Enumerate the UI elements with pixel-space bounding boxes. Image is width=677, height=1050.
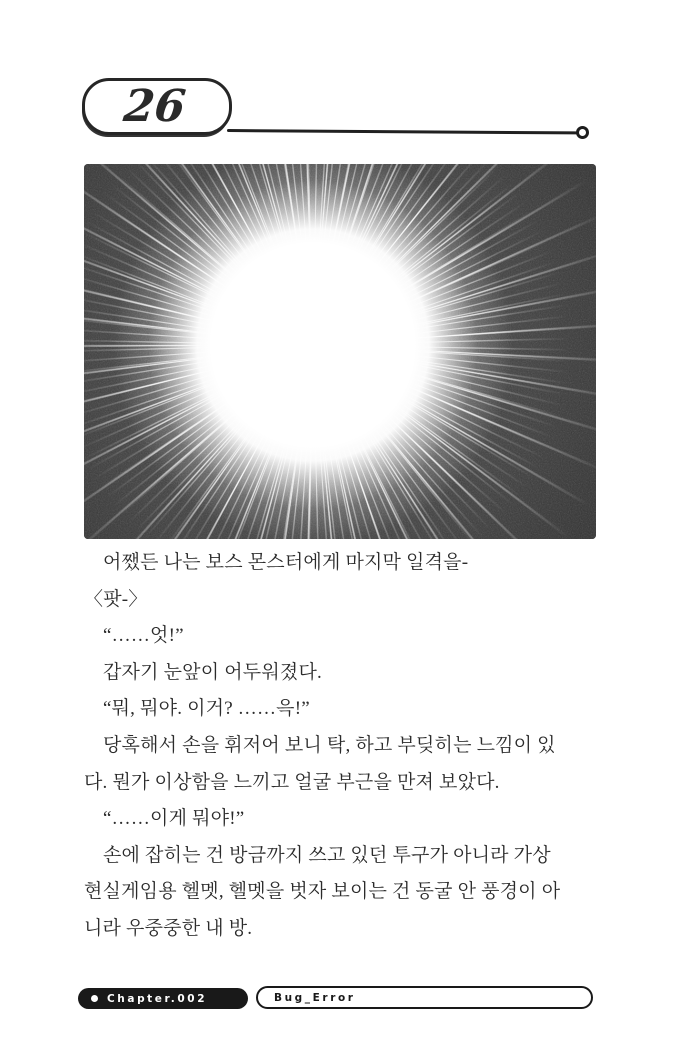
body-line <box>84 582 596 619</box>
body-line <box>84 801 596 838</box>
body-line <box>84 691 596 728</box>
section-label: Bug_Error <box>274 992 356 1004</box>
body-line-text: 어쨌든 나는 보스 몬스터에게 마지막 일격을- <box>103 552 469 573</box>
body-line <box>84 765 596 802</box>
header-rule <box>227 129 577 134</box>
body-line-text: 현실게임용 헬멧, 헬멧을 벗자 보이는 건 동굴 안 풍경이 아 <box>84 881 561 903</box>
chapter-label: Chapter.002 <box>107 993 208 1005</box>
body-line <box>84 911 596 948</box>
body-line-text: 손에 잡히는 건 방금까지 쓰고 있던 투구가 아니라 가상 <box>103 844 551 866</box>
bullet-icon <box>91 995 98 1002</box>
body-line <box>84 655 596 692</box>
body-line <box>84 545 596 582</box>
body-line <box>84 838 596 875</box>
body-line-text: 니라 우중중한 내 방. <box>84 917 253 939</box>
body-line <box>84 728 596 765</box>
body-line-text: 다. 뭔가 이상함을 느끼고 얼굴 부근을 만져 보았다. <box>84 771 500 793</box>
body-line-text: “뭐, 뭐야. 이거? ……윽!” <box>103 698 310 720</box>
body-line-text: 갑자기 눈앞이 어두워졌다. <box>103 661 322 683</box>
page-number-badge <box>82 78 232 135</box>
body-line-text: 당혹해서 손을 휘저어 보니 탁, 하고 부딪히는 느낌이 있 <box>103 734 556 756</box>
film-grain-overlay <box>84 164 596 539</box>
chapter-badge <box>78 988 248 1009</box>
body-line-text: “……엇!” <box>103 625 184 647</box>
section-badge <box>256 986 593 1009</box>
body-text <box>84 545 596 948</box>
page-number: 26 <box>121 81 189 132</box>
body-line <box>84 618 596 655</box>
scene-illustration <box>84 164 596 539</box>
line-end-ring-icon <box>576 126 589 139</box>
body-line <box>84 874 596 911</box>
body-line-text: “……이게 뭐야!” <box>103 808 245 830</box>
body-line-text: 〈팟-〉 <box>84 588 148 610</box>
